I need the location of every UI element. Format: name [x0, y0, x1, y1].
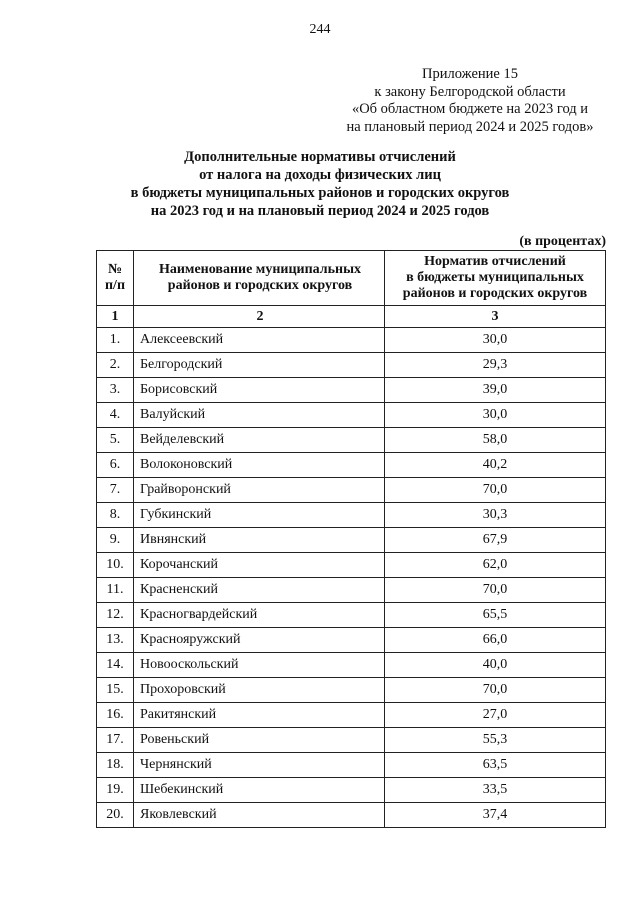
row-number: 12.	[97, 603, 134, 628]
norm-value: 70,0	[385, 578, 606, 603]
row-number: 7.	[97, 478, 134, 503]
table-row	[97, 378, 606, 403]
row-number: 18.	[97, 753, 134, 778]
table-row	[97, 478, 606, 503]
row-number: 6.	[97, 453, 134, 478]
district-name: Красногвардейский	[134, 603, 385, 628]
table-row	[97, 553, 606, 578]
row-number: 8.	[97, 503, 134, 528]
row-number: 16.	[97, 703, 134, 728]
district-name: Новооскольский	[134, 653, 385, 678]
table-row	[97, 753, 606, 778]
column-number: 3	[385, 306, 606, 328]
district-name: Яковлевский	[134, 803, 385, 828]
column-number: 1	[97, 306, 134, 328]
row-number: 17.	[97, 728, 134, 753]
district-name: Чернянский	[134, 753, 385, 778]
district-name: Грайворонский	[134, 478, 385, 503]
appendix-line: на плановый период 2024 и 2025 годов»	[346, 118, 594, 135]
district-name: Волоконовский	[134, 453, 385, 478]
norm-value: 27,0	[385, 703, 606, 728]
norm-value: 33,5	[385, 778, 606, 803]
table-row	[97, 728, 606, 753]
table-row	[97, 778, 606, 803]
appendix-line: Приложение 15	[422, 66, 518, 82]
norm-value: 58,0	[385, 428, 606, 453]
row-number: 9.	[97, 528, 134, 553]
district-name: Губкинский	[134, 503, 385, 528]
column-number-row	[97, 306, 606, 328]
title-line: на 2023 год и на плановый период 2024 и 2025 годов	[150, 203, 490, 219]
district-name: Валуйский	[134, 403, 385, 428]
norm-value: 70,0	[385, 478, 606, 503]
district-name: Краснояружский	[134, 628, 385, 653]
norm-value: 40,2	[385, 453, 606, 478]
title-line: Дополнительные нормативы отчислений	[184, 149, 456, 165]
row-number: 3.	[97, 378, 134, 403]
row-number: 1.	[97, 328, 134, 353]
title-line: в бюджеты муниципальных районов и городских округов	[130, 185, 510, 201]
row-number: 11.	[97, 578, 134, 603]
norm-value: 37,4	[385, 803, 606, 828]
district-name: Прохоровский	[134, 678, 385, 703]
row-number: 10.	[97, 553, 134, 578]
row-number: 20.	[97, 803, 134, 828]
row-number: 19.	[97, 778, 134, 803]
appendix-line: к закону Белгородской области	[374, 83, 566, 100]
norm-value: 62,0	[385, 553, 606, 578]
row-number: 15.	[97, 678, 134, 703]
table-header-row	[97, 251, 606, 306]
norm-value: 30,0	[385, 403, 606, 428]
district-name: Шебекинский	[134, 778, 385, 803]
norm-value: 65,5	[385, 603, 606, 628]
header-name: Наименование муниципальных районов и городских округов	[134, 251, 385, 306]
table-row	[97, 403, 606, 428]
district-name: Ивнянский	[134, 528, 385, 553]
district-name: Борисовский	[134, 378, 385, 403]
norm-value: 67,9	[385, 528, 606, 553]
table-row	[97, 803, 606, 828]
row-number: 5.	[97, 428, 134, 453]
norm-value: 29,3	[385, 353, 606, 378]
document-title	[60, 148, 580, 220]
table-row	[97, 603, 606, 628]
title-line: от налога на доходы физических лиц	[199, 167, 441, 183]
header-num: № п/п	[97, 251, 134, 306]
table-row	[97, 628, 606, 653]
row-number: 4.	[97, 403, 134, 428]
norm-value: 55,3	[385, 728, 606, 753]
norm-value: 66,0	[385, 628, 606, 653]
column-number: 2	[134, 306, 385, 328]
table-row	[97, 678, 606, 703]
table-row	[97, 353, 606, 378]
norm-value: 70,0	[385, 678, 606, 703]
table-row	[97, 328, 606, 353]
norm-value: 30,3	[385, 503, 606, 528]
district-name: Ракитянский	[134, 703, 385, 728]
row-number: 13.	[97, 628, 134, 653]
district-name: Корочанский	[134, 553, 385, 578]
table-row	[97, 528, 606, 553]
appendix-reference	[330, 66, 610, 136]
norm-value: 39,0	[385, 378, 606, 403]
table-row	[97, 578, 606, 603]
page-number: 244	[309, 22, 331, 37]
table-row	[97, 653, 606, 678]
norms-table	[96, 250, 606, 828]
table-row	[97, 703, 606, 728]
district-name: Красненский	[134, 578, 385, 603]
norm-value: 63,5	[385, 753, 606, 778]
district-name: Вейделевский	[134, 428, 385, 453]
units-note: (в процентах)	[519, 234, 606, 249]
district-name: Ровеньский	[134, 728, 385, 753]
appendix-line: «Об областном бюджете на 2023 год и	[351, 101, 589, 117]
district-name: Алексеевский	[134, 328, 385, 353]
table-body	[97, 328, 606, 828]
table-row	[97, 503, 606, 528]
row-number: 2.	[97, 353, 134, 378]
header-value: Норматив отчислений в бюджеты муниципальных районов и городских округов	[385, 251, 606, 306]
row-number: 14.	[97, 653, 134, 678]
table-row	[97, 453, 606, 478]
district-name: Белгородский	[134, 353, 385, 378]
norm-value: 40,0	[385, 653, 606, 678]
norm-value: 30,0	[385, 328, 606, 353]
table-row	[97, 428, 606, 453]
